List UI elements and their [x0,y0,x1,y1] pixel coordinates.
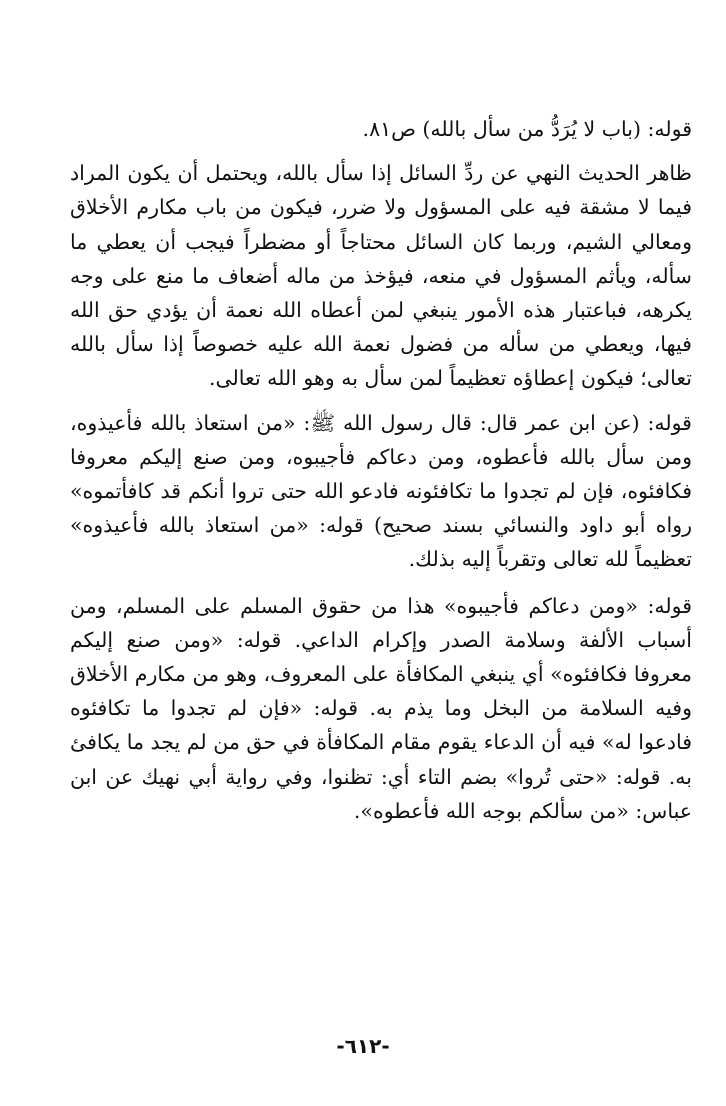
paragraph-2: ظاهر الحديث النهي عن ردِّ السائل إذا سأل بالله، ويحتمل أن يكون المراد فيما لا مشقة فيه على المسؤول ولا ضرر، فيكون من باب مكارم الأخلاق ومعالي الشيم، وربما كان السائل محتاجاً أو مضطراً فيجب أن يعطي ما سأله، ويأثم المسؤول في منعه، فيؤخذ من ماله أضعاف ما منع على وجه يكرهه، فباعتبار هذه الأمور ينبغي لمن أعطاه الله نعمة أن يؤدي حق الله فيها، ويعطي من سأله من فضول نعمة الله عليه خصوصاً إذا سأل بالله تعالى؛ فيكون إعطاؤه تعظيماً لمن سأل به وهو الله تعالى. [70,161,692,391]
paragraph-1: قوله: (باب لا يُرَدُّ من سأل بالله) ص٨١. [362,117,692,141]
paragraph-4: قوله: «ومن دعاكم فأجيبوه» هذا من حقوق المسلم على المسلم، ومن أسباب الألفة وسلامة الصدر وإكرام الداعي. قوله: «ومن صنع إليكم معروفا فكافئوه» أي ينبغي المكافأة على المعروف، وهو من مكارم الأخلاق وفيه السلامة من البخل وما يذم به. قوله: «فإن لم تجدوا ما تكافئوه فادعوا له» فيه أن الدعاء يقوم مقام المكافأة في حق من لم يجد ما يكافئ به. قوله: «حتى تُروا» بضم التاء أي: تظنوا، وفي رواية أبي نهيك عن ابن عباس: «من سألكم بوجه الله فأعطوه». [70,593,692,823]
paragraph-3: قوله: (عن ابن عمر قال: قال رسول الله ﷺ: «من استعاذ بالله فأعيذوه، ومن سأل بالله فأعطوه، ومن دعاكم فأجيبوه، ومن صنع إليكم معروفا فكافئوه، فإن لم تجدوا ما تكافئونه فادعو الله حتى تروا أنكم قد كافأتموه» رواه أبو داود والنسائي بسند صحيح) قوله: «من استعاذ بالله فأعيذوه» تعظيماً لله تعالى وتقرباً إليه بذلك. [70,410,692,572]
page-body [70,112,692,828]
page-number: -٦١٢- [336,1034,390,1058]
